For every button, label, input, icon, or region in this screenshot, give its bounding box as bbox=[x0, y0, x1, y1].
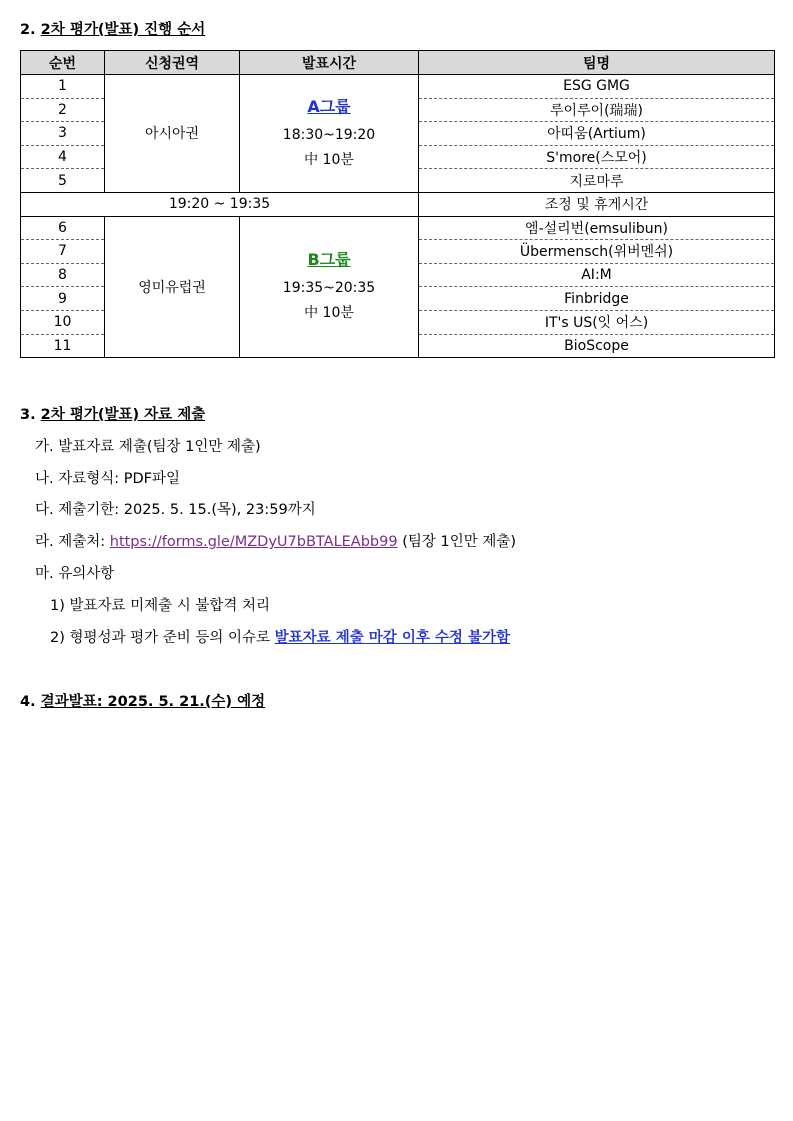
order-cell: 4 bbox=[21, 145, 105, 169]
group-a-label: A그룹 bbox=[307, 96, 351, 116]
group-b-time: 19:35~20:35 bbox=[282, 280, 376, 297]
team-cell: Übermensch(위버멘쉬) bbox=[419, 240, 775, 264]
table-row bbox=[21, 216, 775, 240]
team-cell: 지로마루 bbox=[419, 169, 775, 193]
item-ra bbox=[35, 530, 516, 551]
order-cell: 1 bbox=[21, 75, 105, 99]
break-time-cell: 19:20 ~ 19:35 bbox=[21, 192, 419, 216]
team-cell: IT's US(잇 어스) bbox=[419, 310, 775, 334]
group-a-duration: 中 10분 bbox=[304, 151, 354, 168]
break-row bbox=[21, 192, 775, 216]
section-3-title: 2차 평가(발표) 자료 제출 bbox=[40, 407, 206, 423]
order-cell: 9 bbox=[21, 287, 105, 311]
header-time: 발표시간 bbox=[240, 51, 419, 75]
section-4-number: 4. bbox=[20, 694, 36, 710]
team-cell: AI:M bbox=[419, 263, 775, 287]
presentation-schedule-table bbox=[20, 50, 775, 358]
region-asia-cell: 아시아권 bbox=[105, 75, 240, 193]
note-1: 1) 발표자료 미제출 시 불합격 처리 bbox=[50, 598, 271, 614]
section-3-number: 3. bbox=[20, 407, 36, 423]
order-cell: 11 bbox=[21, 334, 105, 358]
item-ma: 마. 유의사항 bbox=[35, 566, 115, 582]
section-4-heading bbox=[20, 690, 265, 711]
section-2-number: 2. bbox=[20, 22, 36, 38]
item-ga: 가. 발표자료 제출(팀장 1인만 제출) bbox=[35, 439, 261, 455]
order-cell: 5 bbox=[21, 169, 105, 193]
team-cell: ESG GMG bbox=[419, 75, 775, 99]
submission-form-link[interactable]: https://forms.gle/MZDyU7bBTALEAbb99 bbox=[109, 534, 398, 550]
team-cell: BioScope bbox=[419, 334, 775, 358]
item-ra-suffix: (팀장 1인만 제출) bbox=[397, 534, 517, 550]
section-3-heading bbox=[20, 403, 205, 424]
item-da: 다. 제출기한: 2025. 5. 15.(목), 23:59까지 bbox=[35, 502, 316, 518]
order-cell: 2 bbox=[21, 98, 105, 122]
note-2-prefix: 2) 형평성과 평가 준비 등의 이슈로 bbox=[50, 630, 275, 646]
order-cell: 7 bbox=[21, 240, 105, 264]
team-cell: S'more(스모어) bbox=[419, 145, 775, 169]
group-b-label: B그룹 bbox=[307, 250, 351, 270]
break-label-cell: 조정 및 휴게시간 bbox=[419, 192, 775, 216]
group-b-duration: 中 10분 bbox=[304, 305, 354, 322]
header-region: 신청권역 bbox=[105, 51, 240, 75]
note-2-emphasis: 발표자료 제출 마감 이후 수정 불가함 bbox=[274, 630, 510, 646]
table-row bbox=[21, 75, 775, 99]
header-order: 순번 bbox=[21, 51, 105, 75]
team-cell: Finbridge bbox=[419, 287, 775, 311]
item-ra-prefix: 라. 제출처: bbox=[35, 534, 110, 550]
item-na: 나. 자료형식: PDF파일 bbox=[35, 471, 181, 487]
order-cell: 10 bbox=[21, 310, 105, 334]
note-2 bbox=[50, 626, 510, 647]
section-4-title: 결과발표: 2025. 5. 21.(수) 예정 bbox=[40, 694, 266, 710]
header-team: 팀명 bbox=[419, 51, 775, 75]
section-2-heading bbox=[20, 18, 205, 39]
section-2-title: 2차 평가(발표) 진행 순서 bbox=[40, 22, 206, 38]
group-a-time: 18:30~19:20 bbox=[282, 126, 376, 143]
team-cell: 아띠움(Artium) bbox=[419, 122, 775, 146]
order-cell: 6 bbox=[21, 216, 105, 240]
table-header-row bbox=[21, 51, 775, 75]
order-cell: 8 bbox=[21, 263, 105, 287]
team-cell: 루이루이(瑞瑞) bbox=[419, 98, 775, 122]
team-cell: 엠-설리번(emsulibun) bbox=[419, 216, 775, 240]
order-cell: 3 bbox=[21, 122, 105, 146]
group-b-cell bbox=[240, 216, 419, 358]
region-euam-cell: 영미유럽권 bbox=[105, 216, 240, 358]
group-a-cell bbox=[240, 75, 419, 193]
